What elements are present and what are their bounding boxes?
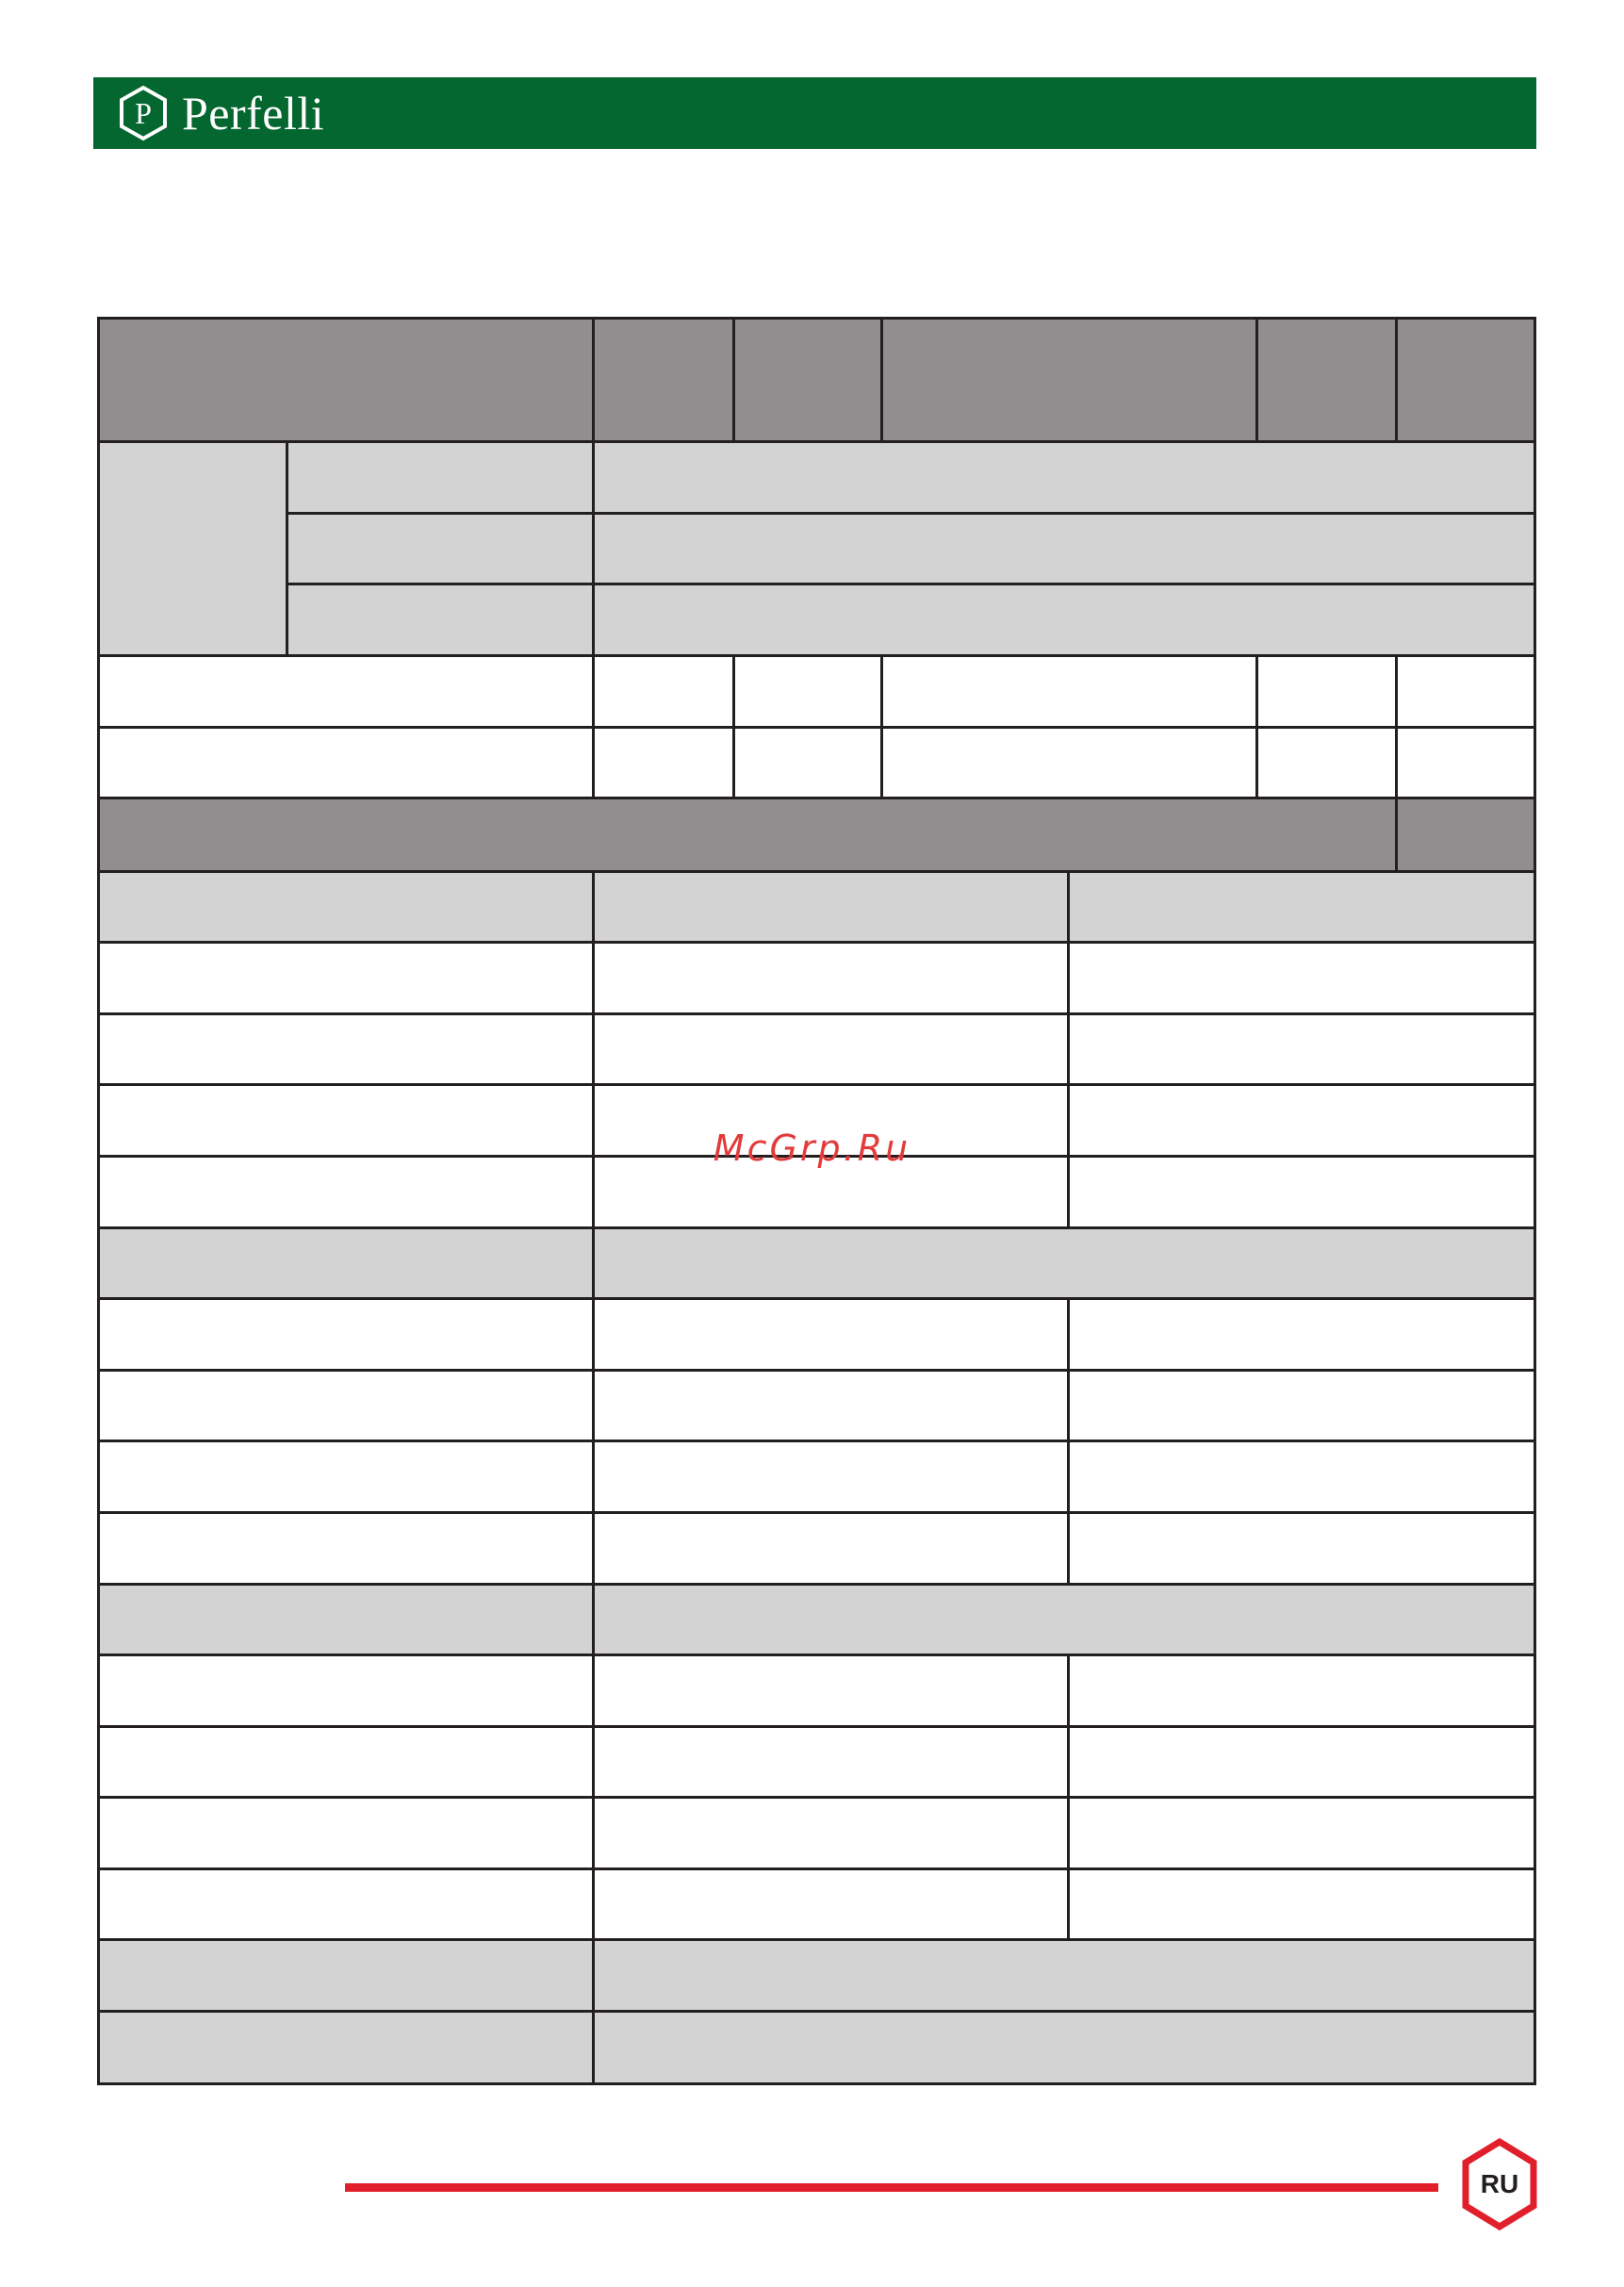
table-header-cell xyxy=(595,320,735,443)
table-cell xyxy=(595,1300,1070,1372)
table-cell xyxy=(100,1372,595,1442)
table-cell xyxy=(1070,944,1534,1015)
table-cell xyxy=(595,1799,1070,1870)
merged-value-cell xyxy=(595,585,1534,657)
table-cell xyxy=(100,1300,595,1372)
table-header-cell xyxy=(735,320,883,443)
table-cell xyxy=(883,729,1258,799)
section-header-cell xyxy=(1398,799,1534,873)
table-cell xyxy=(595,944,1070,1015)
table-cell xyxy=(1070,1514,1534,1586)
svg-text:P: P xyxy=(135,96,152,130)
table-cell xyxy=(1070,1728,1534,1799)
table-cell xyxy=(1070,1870,1534,1941)
subsection-header-cell xyxy=(595,1941,1534,2013)
language-code: RU xyxy=(1480,2169,1519,2198)
table-cell xyxy=(100,1442,595,1514)
table-cell xyxy=(100,1514,595,1586)
watermark-text: McGrp.Ru xyxy=(713,1127,911,1169)
subsection-header-cell xyxy=(100,1586,595,1656)
group-label-cell xyxy=(100,443,288,657)
specification-table xyxy=(97,317,1536,2085)
table-cell xyxy=(595,1015,1070,1086)
table-header-cell xyxy=(1398,320,1534,443)
table-cell xyxy=(100,1656,595,1728)
table-cell xyxy=(1070,1015,1534,1086)
brand-logo xyxy=(118,84,324,142)
table-cell xyxy=(100,1799,595,1870)
table-cell xyxy=(595,729,735,799)
brand-name: Perfelli xyxy=(182,87,325,140)
table-cell xyxy=(100,944,595,1015)
sub-label-cell xyxy=(288,585,595,657)
table-cell xyxy=(595,1728,1070,1799)
subsection-header-cell xyxy=(100,1229,595,1300)
table-cell xyxy=(1070,1442,1534,1514)
subsection-header-cell xyxy=(1070,873,1534,944)
table-cell xyxy=(735,657,883,729)
table-cell xyxy=(1258,657,1398,729)
merged-value-cell xyxy=(595,443,1534,515)
sub-label-cell xyxy=(288,515,595,585)
table-cell xyxy=(595,1372,1070,1442)
table-cell xyxy=(595,1514,1070,1586)
subsection-header-cell xyxy=(595,1229,1534,1300)
subsection-header-cell xyxy=(100,2013,595,2082)
table-cell xyxy=(100,657,595,729)
table-cell xyxy=(1398,657,1534,729)
table-cell xyxy=(1070,1372,1534,1442)
footer-accent-line xyxy=(345,2183,1438,2192)
section-header-cell xyxy=(100,799,1398,873)
table-cell xyxy=(595,1870,1070,1941)
sub-label-cell xyxy=(288,443,595,515)
table-cell xyxy=(100,1015,595,1086)
table-cell xyxy=(100,1870,595,1941)
table-cell xyxy=(1398,729,1534,799)
p-hexagon-icon xyxy=(118,85,169,141)
subsection-header-cell xyxy=(100,1941,595,2013)
table-cell xyxy=(595,1656,1070,1728)
subsection-header-cell xyxy=(595,2013,1534,2082)
subsection-header-cell xyxy=(595,1586,1534,1656)
table-header-cell xyxy=(1258,320,1398,443)
table-cell xyxy=(1070,1300,1534,1372)
table-cell xyxy=(883,657,1258,729)
table-cell xyxy=(595,1442,1070,1514)
table-header-cell xyxy=(883,320,1258,443)
table-cell xyxy=(100,1728,595,1799)
subsection-header-cell xyxy=(595,873,1070,944)
table-cell xyxy=(100,729,595,799)
subsection-header-cell xyxy=(100,873,595,944)
language-badge xyxy=(1460,2138,1539,2230)
table-cell xyxy=(735,729,883,799)
table-cell xyxy=(595,657,735,729)
table-cell xyxy=(1070,1656,1534,1728)
table-cell xyxy=(1258,729,1398,799)
table-header-cell xyxy=(100,320,595,443)
table-cell xyxy=(1070,1799,1534,1870)
merged-value-cell xyxy=(595,515,1534,585)
